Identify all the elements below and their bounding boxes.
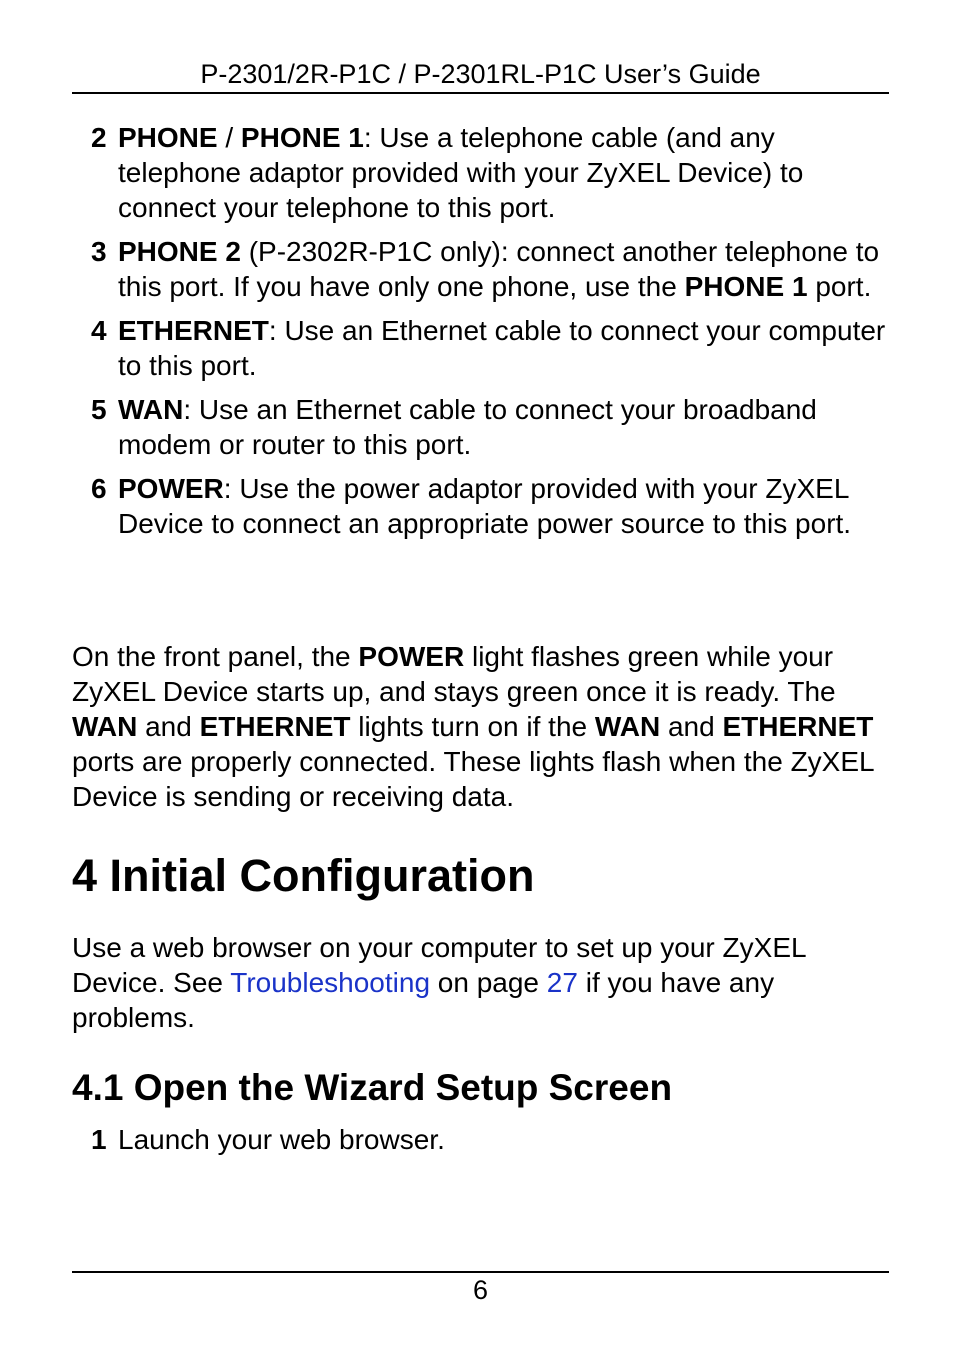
paragraph-text: On the front panel, the [72, 641, 359, 672]
list-item-number: 3 [91, 236, 107, 267]
list-item-text: : Use an Ethernet cable to connect your broadband modem or router to this port. [118, 394, 817, 460]
list-item-text: port. [807, 271, 872, 302]
list-item-phone [72, 120, 889, 225]
paragraph-text: if you have any problems. [72, 967, 775, 1033]
term-ethernet: ETHERNET [118, 315, 269, 346]
paragraph-text: and [137, 711, 200, 742]
footer-rule [72, 1271, 889, 1273]
port-description-list [72, 120, 889, 550]
term-ethernet: ETHERNET [199, 711, 351, 742]
term-phone-1: PHONE 1 [240, 122, 364, 153]
list-item-phone-2 [72, 234, 889, 304]
term-wan: WAN [118, 394, 184, 425]
paragraph-text: ports are properly connected. These lights flash when the ZyXEL Device is sending or receiving data. [72, 746, 874, 812]
list-item-text: : Use the power adaptor provided with your ZyXEL Device to connect an appropriate power source to this port. [118, 473, 852, 539]
step-text: Launch your web browser. [118, 1124, 445, 1155]
step-number: 1 [91, 1124, 107, 1155]
paragraph-text: and [660, 711, 723, 742]
paragraph-text: on page [430, 967, 547, 998]
term-wan: WAN [594, 711, 661, 742]
term-phone-1: PHONE 1 [684, 271, 808, 302]
list-item-number: 4 [91, 315, 107, 346]
term-phone-2: PHONE 2 [118, 236, 241, 267]
list-item-wan [72, 392, 889, 462]
list-item-number: 2 [91, 122, 107, 153]
list-item-text: / [217, 122, 241, 153]
term-power: POWER [358, 641, 465, 672]
list-item-number: 5 [91, 394, 107, 425]
list-item-number: 6 [91, 473, 107, 504]
paragraph-text: light flashes green while your ZyXEL Device starts up, and stays green once it is ready. The [72, 641, 836, 707]
subsection-heading: 4.1 Open the Wizard Setup Screen [72, 1067, 673, 1108]
page-27-link[interactable]: 27 [546, 967, 578, 998]
paragraph-text: lights turn on if the [350, 711, 595, 742]
list-item-text: : Use a telephone cable (and any telephone adaptor provided with your ZyXEL Device) to connect your telephone to this port. [118, 122, 804, 223]
term-wan: WAN [72, 711, 138, 742]
troubleshooting-link[interactable]: Troubleshooting [230, 967, 431, 998]
intro-paragraph [72, 930, 889, 1035]
term-ethernet: ETHERNET [722, 711, 874, 742]
list-item-text: : Use an Ethernet cable to connect your computer to this port. [118, 315, 886, 381]
list-item-ethernet [72, 313, 889, 383]
page-number: 6 [472, 1275, 489, 1305]
step-item [72, 1122, 889, 1157]
header-rule [72, 92, 889, 94]
running-header: P-2301/2R-P1C / P-2301RL-P1C User’s Guide [200, 59, 761, 89]
term-power: POWER [118, 473, 224, 504]
list-item-power [72, 471, 889, 541]
section-heading: 4 Initial Configuration [72, 850, 535, 901]
front-panel-paragraph [72, 639, 889, 814]
term-phone: PHONE [118, 122, 218, 153]
list-item-text: (P-2302R-P1C only): connect another telephone to this port. If you have only one phone, use the [118, 236, 880, 302]
paragraph-text: Use a web browser on your computer to set up your ZyXEL Device. See [72, 932, 806, 998]
